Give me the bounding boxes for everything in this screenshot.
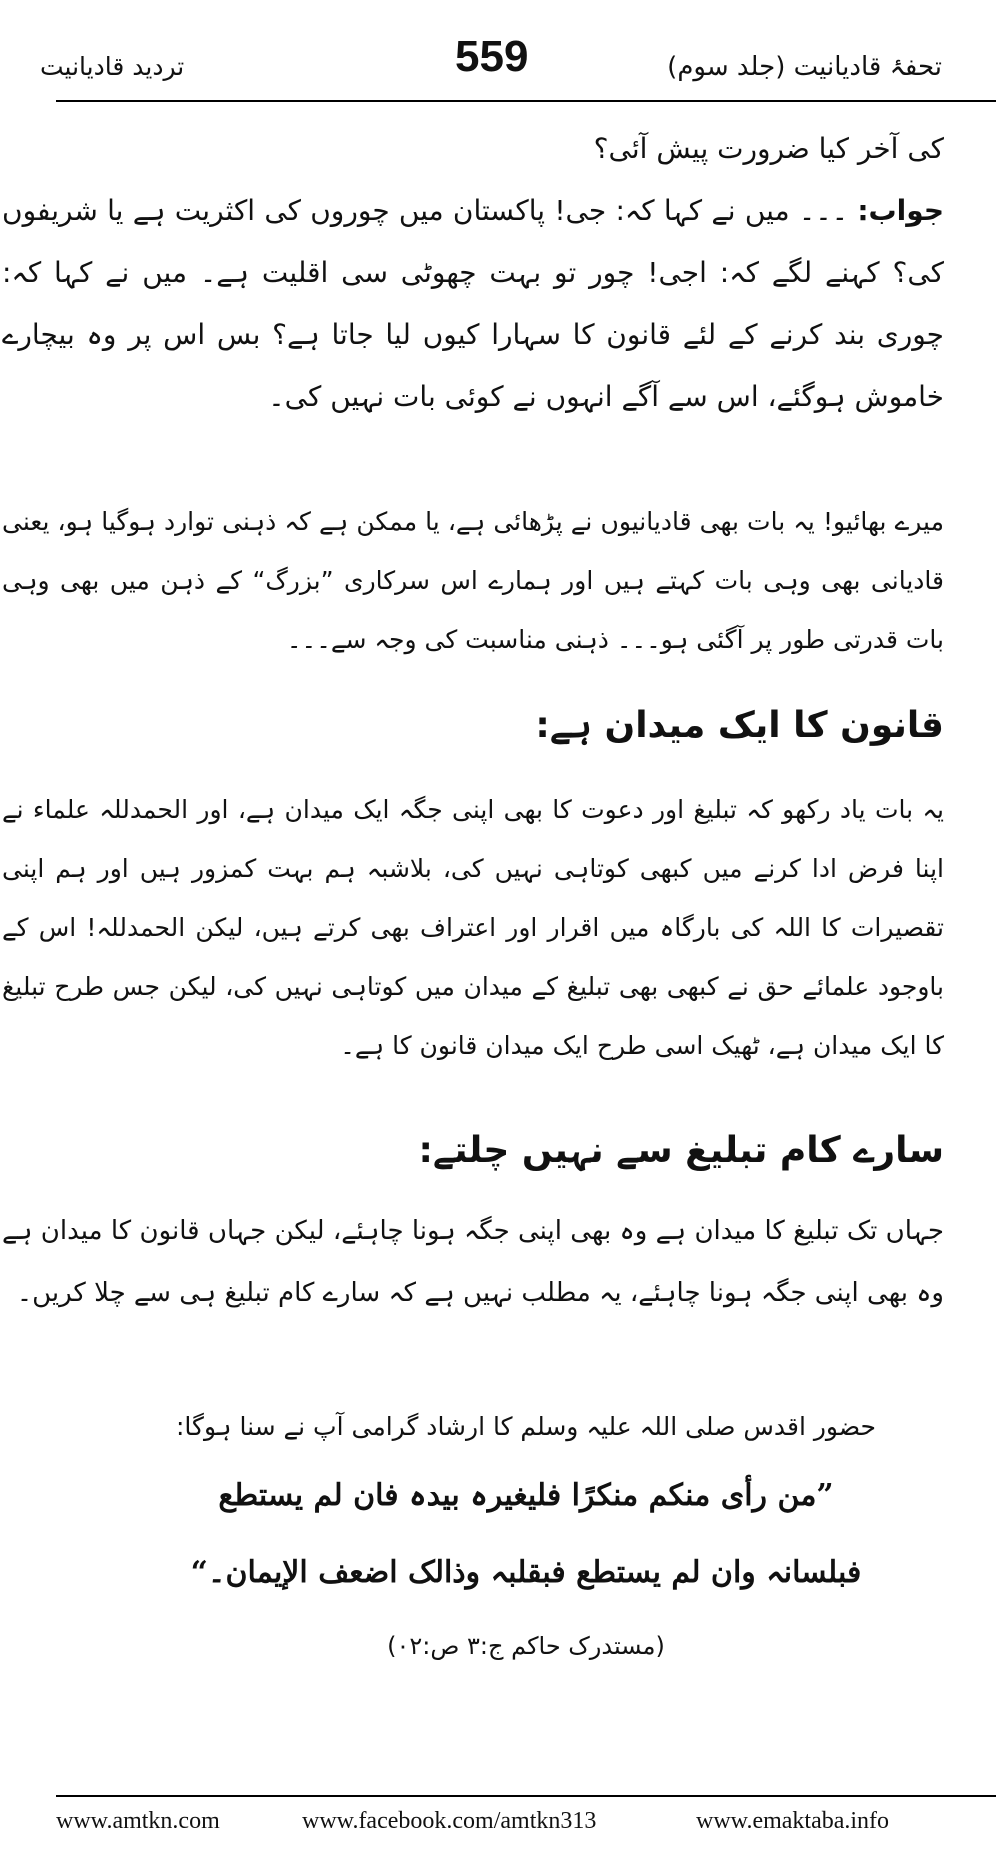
answer-label: جواب:	[857, 194, 944, 227]
heading-law-field: قانون کا ایک میدان ہے:	[535, 705, 944, 746]
hadith-line-2: فبلسانہ وان لم یستطع فبقلبہ وذالک اضعف الإیمان۔“	[190, 1555, 862, 1590]
footer-rule	[56, 1795, 996, 1797]
paragraph-2: میرے بھائیو! یہ بات بھی قادیانیوں نے پڑھائی ہے، یا ممکن ہے کہ ذہنی توارد ہوگیا ہو، یعنی قادیانی بھی وہی بات کہتے ہیں اور ہمارے اس سرکاری ”بزرگ“ کے ذہن میں بھی وہی بات قدرتی طور پر آگئی ہو۔۔۔ ذہنی مناسبت کی وجہ سے۔۔۔	[2, 507, 944, 654]
hadith-intro: حضور اقدس صلی اللہ علیہ وسلم کا ارشاد گرامی آپ نے سنا ہوگا:	[176, 1412, 876, 1441]
footer-link-amtkn[interactable]: www.amtkn.com	[56, 1808, 220, 1834]
answer-paragraph	[2, 180, 944, 490]
page-number: 559	[455, 32, 529, 81]
paragraph-4: جہاں تک تبلیغ کا میدان ہے وہ بھی اپنی جگہ ہونا چاہئے، لیکن جہاں قانون کا میدان ہے وہ بھی اپنی جگہ ہونا چاہئے، یہ مطلب نہیں ہے کہ سارے کام تبلیغ ہی سے چلا کریں۔	[2, 1216, 944, 1308]
header-rule	[56, 100, 996, 102]
section-title: تردید قادیانیت	[40, 52, 185, 81]
answer-text: ۔۔۔ میں نے کہا کہ: جی! پاکستان میں چوروں کی اکثریت ہے یا شریفوں کی؟ کہنے لگے کہ: اجی! چور تو بہت چھوٹی سی اقلیت ہے۔ میں نے کہا کہ: چوری بند کرنے کے لئے قانون کا سہارا کیوں لیا جاتا ہے؟ بس اس پر وہ بیچارے خاموش ہوگئے، اس سے آگے انہوں نے کوئی بات نہیں کی۔	[2, 194, 944, 413]
footer-link-facebook[interactable]: www.facebook.com/amtkn313	[302, 1808, 597, 1834]
hadith-reference: (مستدرک حاکم ج:۳ ص:۰۲)	[387, 1632, 665, 1660]
paragraph-3: یہ بات یاد رکھو کہ تبلیغ اور دعوت کا بھی اپنی جگہ ایک میدان ہے، اور الحمدللہ علماء نے اپنا فرض ادا کرنے میں کبھی کوتاہی نہیں کی، بلاشبہ ہم بہت کمزور ہیں اور ہم اپنی تقصیرات کا اللہ کی بارگاہ میں اقرار اور اعتراف بھی کرتے ہیں، لیکن الحمدللہ! اس کے باوجود علمائے حق نے کبھی بھی تبلیغ کے میدان میں کوتاہی نہیں کی، لیکن جس طرح تبلیغ کا ایک میدان ہے، ٹھیک اسی طرح ایک میدان قانون کا ہے۔	[2, 795, 944, 1060]
book-title: تحفۂ قادیانیت (جلد سوم)	[667, 52, 942, 82]
heading-not-all-by-tabligh: سارے کام تبلیغ سے نہیں چلتے:	[418, 1130, 944, 1171]
hadith-line-1: ”من رأی منکم منکرًا فلیغیرہ بیدہ فان لم یستطع	[218, 1478, 834, 1513]
opening-line: کی آخر کیا ضرورت پیش آئی؟	[593, 132, 944, 165]
footer-link-emaktaba[interactable]: www.emaktaba.info	[696, 1808, 890, 1834]
